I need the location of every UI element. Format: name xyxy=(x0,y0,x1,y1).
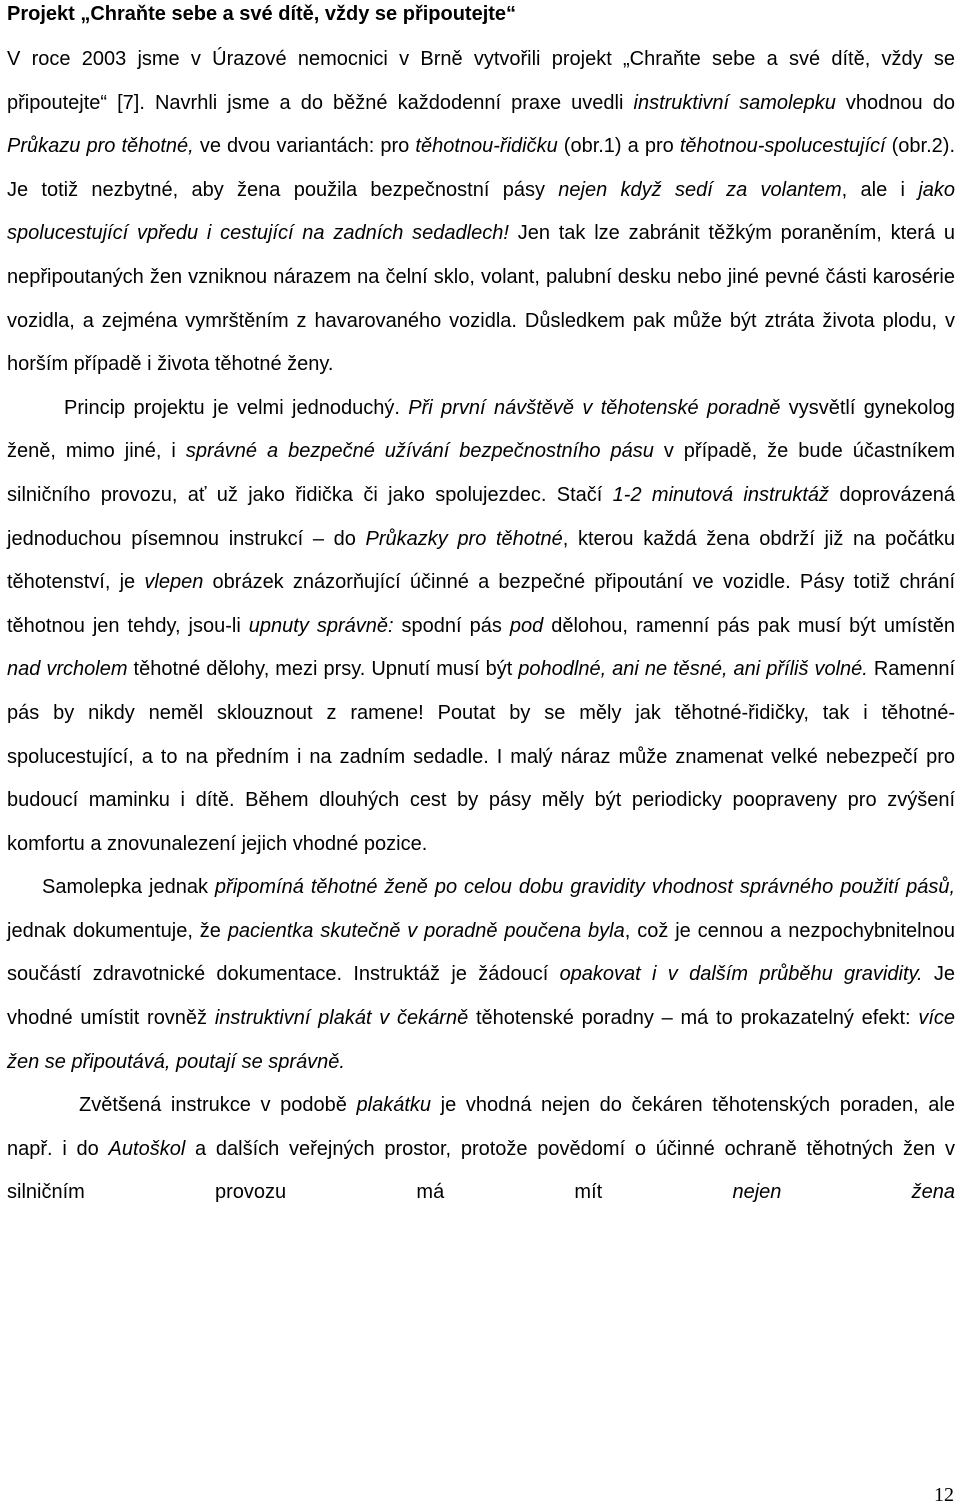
emphasis-text: Průkazu pro těhotné, xyxy=(7,135,194,158)
emphasis-text: instruktivní plakát v čekárně xyxy=(214,1007,469,1030)
emphasis-text: upnuty správně: xyxy=(248,614,394,637)
text-run: a dalších veřejných prostor, protože povědomí o účinné ochraně těhotných žen v silničním provozu má mít xyxy=(7,1137,955,1204)
text-run: spodní pás xyxy=(393,614,510,637)
text-run: doprovázená jednoduchou písemnou instrukcí – do xyxy=(7,483,956,550)
text-run: těhotenské poradny – má to prokazatelný efekt: xyxy=(468,1007,919,1030)
emphasis-text: pacientka skutečně v poradně poučena byla xyxy=(227,919,625,942)
page-number: 12 xyxy=(934,1484,954,1506)
emphasis-text: Při první návštěvě v těhotenské poradně xyxy=(408,396,781,419)
emphasis-text: jako spolucestující vpředu i cestující na zadních sedadlech! xyxy=(7,178,956,245)
text-run: je vhodná nejen do čekáren těhotenských poraden, ale např. i do xyxy=(7,1094,955,1160)
emphasis-text: plakátku xyxy=(356,1094,432,1117)
emphasis-text: pohodlné, ani ne těsné, ani příliš volné. xyxy=(518,658,868,681)
body-text xyxy=(7,38,955,1215)
text-run: V roce 2003 jsme v Úrazové nemocnici v Brně vytvořili projekt „Chraňte sebe a své dítě, vždy se připoutejte“ [7]. Navrhli jsme a do běžné každodenní praxe uvedli xyxy=(7,48,955,114)
emphasis-text: správné a bezpečné užívání bezpečnostního pásu xyxy=(185,440,654,463)
text-run: vysvětlí gynekolog ženě, mimo jiné, i xyxy=(7,396,955,463)
emphasis-text: těhotnou-řidičku xyxy=(415,135,558,158)
text-run: obrázek znázorňující účinné a bezpečné připoutání ve vozidle. Pásy totiž chrání těhotnou jen tehdy, jsou-li xyxy=(7,571,956,637)
text-run: Samolepka jednak xyxy=(42,876,215,899)
text-run: vhodnou do xyxy=(835,91,955,114)
emphasis-text: nad vrcholem xyxy=(7,658,128,681)
text-run: ve dvou variantách: pro xyxy=(193,135,416,158)
text-run: těhotné dělohy, mezi prsy. Upnutí musí být xyxy=(127,658,519,681)
text-run: , ale i xyxy=(841,178,919,201)
text-run: (obr.1) a pro xyxy=(557,135,680,158)
text-run: Ramenní pás by nikdy neměl sklouznout z ramene! Poutat by se měly jak těhotné-řidičky, tak i těhotné-spolucestující, a to na předním i na zadním sedadle. I malý náraz může znamenat velké nebezpečí pro budoucí maminku i dítě. Během dlouhých cest by pásy měly být periodicky poopraveny pro zvýšení komfortu a znovunalezení jejich vhodné pozice. xyxy=(7,658,956,855)
text-run: jednak dokumentuje, že xyxy=(7,919,228,942)
emphasis-text: opakovat i v dalším průběhu gravidity. xyxy=(559,963,923,986)
section-heading: Projekt „Chraňte sebe a své dítě, vždy se připoutejte“ xyxy=(7,3,517,25)
paragraph-sticker-purpose xyxy=(7,866,955,1084)
emphasis-text: nejen žena xyxy=(732,1181,955,1204)
emphasis-text: 1-2 minutová instruktáž xyxy=(612,483,830,506)
emphasis-text: nejen když sedí za volantem xyxy=(558,178,842,201)
text-run: , což je cennou a nezpochybnitelnou součástí zdravotnické dokumentace. Instruktáž je žádoucí xyxy=(7,919,955,986)
emphasis-text: těhotnou-spolucestující xyxy=(679,135,886,158)
paragraph-project-intro xyxy=(7,38,955,387)
text-run: Princip projektu je velmi jednoduchý. xyxy=(64,396,409,419)
text-run: (obr.2). Je totiž nezbytné, aby žena použila bezpečnostní pásy xyxy=(7,135,956,201)
text-run: Je vhodné umístit rovněž xyxy=(7,963,956,1030)
emphasis-text: vlepen xyxy=(144,571,204,594)
text-run: Jen tak lze zabránit těžkým poraněním, která u nepřipoutaných žen vzniknou nárazem na čelní sklo, volant, palubní desku nebo jiné pevné části karosérie vozidla, a zejména vymrštěním z havarovaného vozidla. Důsledkem pak může být ztráta života plodu, v horším případě i života těhotné ženy. xyxy=(7,222,956,376)
emphasis-text: Autoškol xyxy=(108,1137,186,1160)
emphasis-text: Průkazky pro těhotné xyxy=(365,527,563,550)
emphasis-text: připomíná těhotné ženě po celou dobu gravidity vhodnost správného použití pásů, xyxy=(214,876,956,899)
text-run: , kterou každá žena obdrží již na počátku těhotenství, je xyxy=(7,527,956,594)
text-run: dělohou, ramenní pás pak musí být umístěn xyxy=(543,614,955,637)
text-run: Zvětšená instrukce v podobě xyxy=(79,1094,357,1117)
paragraph-poster xyxy=(7,1084,955,1215)
emphasis-text: pod xyxy=(509,614,544,637)
text-run: v případě, že bude účastníkem silničního provozu, ať už jako řidička či jako spolujezdec. Stačí xyxy=(7,440,956,506)
emphasis-text: více žen se připoutává, poutají se správně. xyxy=(7,1007,956,1073)
emphasis-text: instruktivní samolepku xyxy=(633,91,836,114)
paragraph-project-principle xyxy=(7,387,955,867)
